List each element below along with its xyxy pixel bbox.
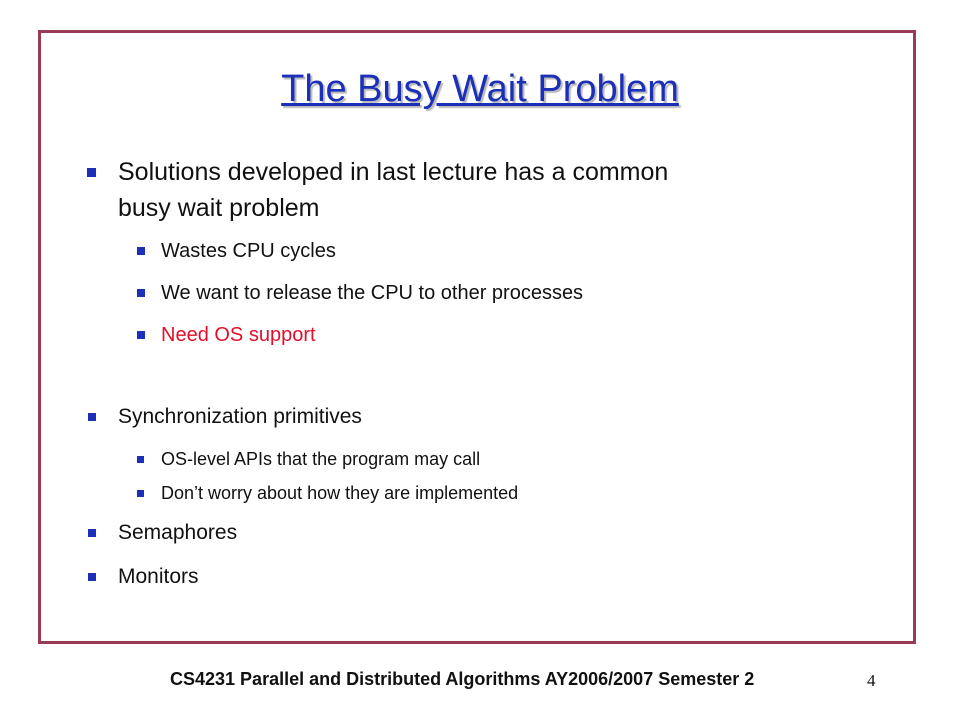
bullet-os-apis: OS-level APIs that the program may call <box>161 449 481 469</box>
bullet-marker <box>87 168 96 177</box>
bullet-solutions-line2: busy wait problem <box>118 194 320 222</box>
bullet-marker <box>137 331 145 339</box>
bullet-marker <box>137 289 145 297</box>
bullet-marker <box>88 413 96 421</box>
bullet-marker <box>137 490 144 497</box>
bullet-monitors: Monitors <box>118 565 199 588</box>
bullet-release-cpu: We want to release the CPU to other processes <box>161 282 584 304</box>
footer-course-title: CS4231 Parallel and Distributed Algorithms AY2006/2007 Semester 2 <box>170 669 755 689</box>
bullet-sync-primitives: Synchronization primitives <box>118 405 362 428</box>
bullet-need-os-support: Need OS support <box>161 324 316 346</box>
bullet-marker <box>137 456 144 463</box>
bullet-dont-worry: Don’t worry about how they are implemented <box>161 483 519 503</box>
bullet-marker <box>88 529 96 537</box>
bullet-solutions-line1: Solutions developed in last lecture has a common <box>118 158 669 186</box>
bullet-wastes-cpu: Wastes CPU cycles <box>161 240 336 262</box>
bullet-marker <box>88 573 96 581</box>
slide-title: The Busy Wait Problem <box>281 68 679 110</box>
bullet-marker <box>137 247 145 255</box>
bullet-semaphores: Semaphores <box>118 521 238 544</box>
page-number: 4 <box>867 671 876 690</box>
